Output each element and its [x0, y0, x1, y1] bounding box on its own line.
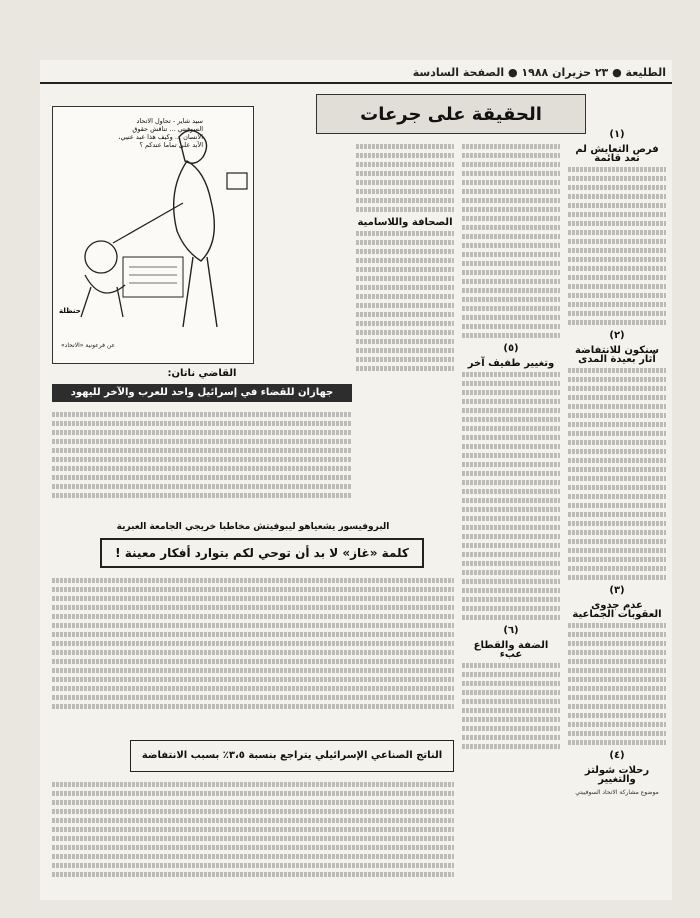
section-title-6: الضفة والقطاع عبء [473, 640, 549, 660]
section-number-6: (٦) [503, 625, 519, 636]
industry-headline: الناتج الصناعي الإسرائيلي يتراجع بنسبة ٣،٥٪ بسبب الانتفاضة [141, 750, 443, 761]
masthead [40, 60, 672, 84]
section-number-2: (٢) [609, 330, 625, 341]
cartoon-speech: سيد شاير - تحاول الاتحاد السوفيتي ... تناقش حقوق الانسان ... وكيف هذا عبد عنيي، الآبد على تماما عندكم ؟ [118, 117, 203, 149]
main-headline [316, 94, 586, 134]
judge-label: القاضي ناتان: [167, 368, 237, 379]
section-title-3: عدم جدوى العقوبات الجماعية [572, 600, 662, 620]
professor-kicker: البروفيسور يشعياهو ليبوفيتش مخاطبا خريجي الجامعة العبرية [116, 522, 390, 532]
industry-headline-box [130, 740, 454, 772]
column-three [356, 140, 454, 390]
section-title-4: رحلات شولتز والتغيير [584, 765, 650, 785]
judge-article [52, 408, 352, 518]
editorial-cartoon [52, 106, 254, 364]
masthead-text: الطليعة ● ٢٣ حزيران ١٩٨٨ ● الصفحة السادسة [412, 66, 666, 79]
judge-headline: جهازان للقضاء في إسرائيل واحد للعرب والآخر لليهود [52, 384, 352, 402]
section-title-1: فرص التعايش لم تعد قائمة [575, 144, 659, 164]
professor-headline-box [100, 538, 424, 568]
section-footer: موضوع مشاركة الاتحاد السوفييتي [575, 789, 659, 796]
professor-headline: كلمة «غاز» لا بد أن توحي لكم بتوارد أفكار معينة ! [115, 546, 409, 560]
press-title: الصحافة واللاسامية [357, 217, 453, 228]
right-column [568, 124, 666, 904]
judge-section-header [52, 366, 352, 382]
professor-article [52, 574, 454, 724]
cartoon-signature: حنظلة [59, 307, 81, 315]
section-number-3: (٣) [609, 585, 625, 596]
cartoon-credit: عن فرعونية «الاتحاد» [61, 342, 115, 349]
column-two [462, 140, 560, 750]
section-title-2: سنكون للانتفاضة آثار بعيدة المدى [575, 345, 659, 365]
section-number-5: (٥) [503, 343, 519, 354]
section-number-1: (١) [609, 129, 625, 140]
section-title-5: وتغيير طفيف آخر [467, 358, 555, 369]
content-area [40, 84, 672, 900]
newspaper-page [40, 60, 672, 900]
section-number-4: (٤) [609, 750, 625, 761]
industry-article [52, 778, 454, 888]
main-headline-text: الحقيقة على جرعات [360, 103, 542, 125]
